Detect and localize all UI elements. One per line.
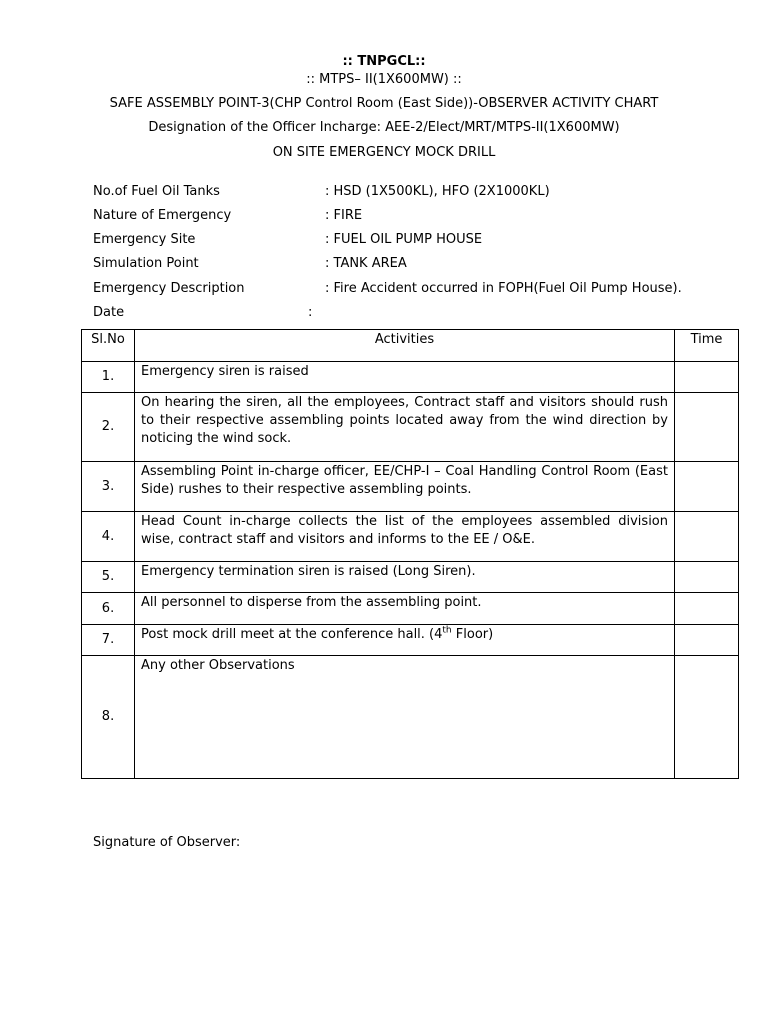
row-activity: Assembling Point in-charge officer, EE/CHP-I – Coal Handling Control Room (East Side) rushes to their respective assembling points.: [135, 462, 675, 512]
row-number: 5.: [82, 562, 135, 593]
info-row-site: [93, 231, 733, 249]
chart-title: SAFE ASSEMBLY POINT-3(CHP Control Room (East Side))-OBSERVER ACTIVITY CHART: [109, 96, 659, 111]
header-slno: Sl.No: [82, 330, 135, 362]
table-header-row: [82, 330, 739, 362]
info-label: No.of Fuel Oil Tanks: [93, 184, 220, 199]
info-label: Simulation Point: [93, 256, 199, 271]
header-activities: Activities: [135, 330, 675, 362]
row-time-cell[interactable]: [675, 625, 739, 656]
officer-designation: Designation of the Officer Incharge: AEE-2/Elect/MRT/MTPS-II(1X600MW): [148, 120, 620, 135]
row-time-cell[interactable]: [675, 562, 739, 593]
station-title: :: MTPS– II(1X600MW) ::: [306, 72, 462, 87]
info-value: : FIRE: [325, 208, 363, 223]
table-row: [82, 462, 739, 512]
row-number: 2.: [82, 393, 135, 462]
row-time-cell[interactable]: [675, 393, 739, 462]
header-time: Time: [675, 330, 739, 362]
date-label: Date: [93, 305, 125, 320]
row-number: 4.: [82, 512, 135, 562]
observer-signature-label: Signature of Observer:: [93, 835, 241, 850]
info-row-nature: [93, 207, 733, 225]
table-row: [82, 512, 739, 562]
row-number: 7.: [82, 625, 135, 656]
info-row-simulation: [93, 255, 733, 273]
info-value: : HSD (1X500KL), HFO (2X1000KL): [325, 184, 550, 199]
info-label: Emergency Description: [93, 281, 245, 296]
row-activity: Emergency siren is raised: [135, 362, 675, 393]
info-value: : TANK AREA: [325, 256, 407, 271]
table-row: [82, 656, 739, 779]
info-row-fuel-tanks: [93, 183, 733, 201]
row-activity: [135, 625, 675, 656]
info-row-date: [93, 304, 733, 322]
info-label: Nature of Emergency: [93, 208, 232, 223]
info-value: : FUEL OIL PUMP HOUSE: [325, 232, 483, 247]
info-label: Emergency Site: [93, 232, 196, 247]
activity-text: Post mock drill meet at the conference hall. (4: [141, 627, 443, 642]
row-number: 3.: [82, 462, 135, 512]
table-row: [82, 625, 739, 656]
row-time-cell[interactable]: [675, 512, 739, 562]
info-row-description: [93, 280, 733, 298]
ordinal-suffix: th: [442, 625, 452, 636]
activity-text: Floor): [451, 627, 494, 642]
row-number: 8.: [82, 656, 135, 779]
date-colon: :: [308, 305, 313, 320]
row-number: 6.: [82, 593, 135, 625]
table-row: [82, 562, 739, 593]
row-activity: All personnel to disperse from the assembling point.: [135, 593, 675, 625]
row-time-cell[interactable]: [675, 656, 739, 779]
org-title: :: TNPGCL::: [342, 54, 426, 69]
row-time-cell[interactable]: [675, 362, 739, 393]
row-time-cell[interactable]: [675, 593, 739, 625]
table-row: [82, 362, 739, 393]
row-activity: On hearing the siren, all the employees, Contract staff and visitors should rush to their respective assembling points located away from the wind direction by noticing the wind sock.: [135, 393, 675, 462]
activity-table: [81, 329, 739, 779]
row-activity: Any other Observations: [135, 656, 675, 779]
drill-title: ON SITE EMERGENCY MOCK DRILL: [272, 145, 496, 160]
row-time-cell[interactable]: [675, 462, 739, 512]
row-number: 1.: [82, 362, 135, 393]
table-row: [82, 393, 739, 462]
info-value: : Fire Accident occurred in FOPH(Fuel Oil Pump House).: [325, 281, 682, 296]
row-activity: Head Count in-charge collects the list of the employees assembled division wise, contract staff and visitors and informs to the EE / O&E.: [135, 512, 675, 562]
table-row: [82, 593, 739, 625]
row-activity: Emergency termination siren is raised (Long Siren).: [135, 562, 675, 593]
